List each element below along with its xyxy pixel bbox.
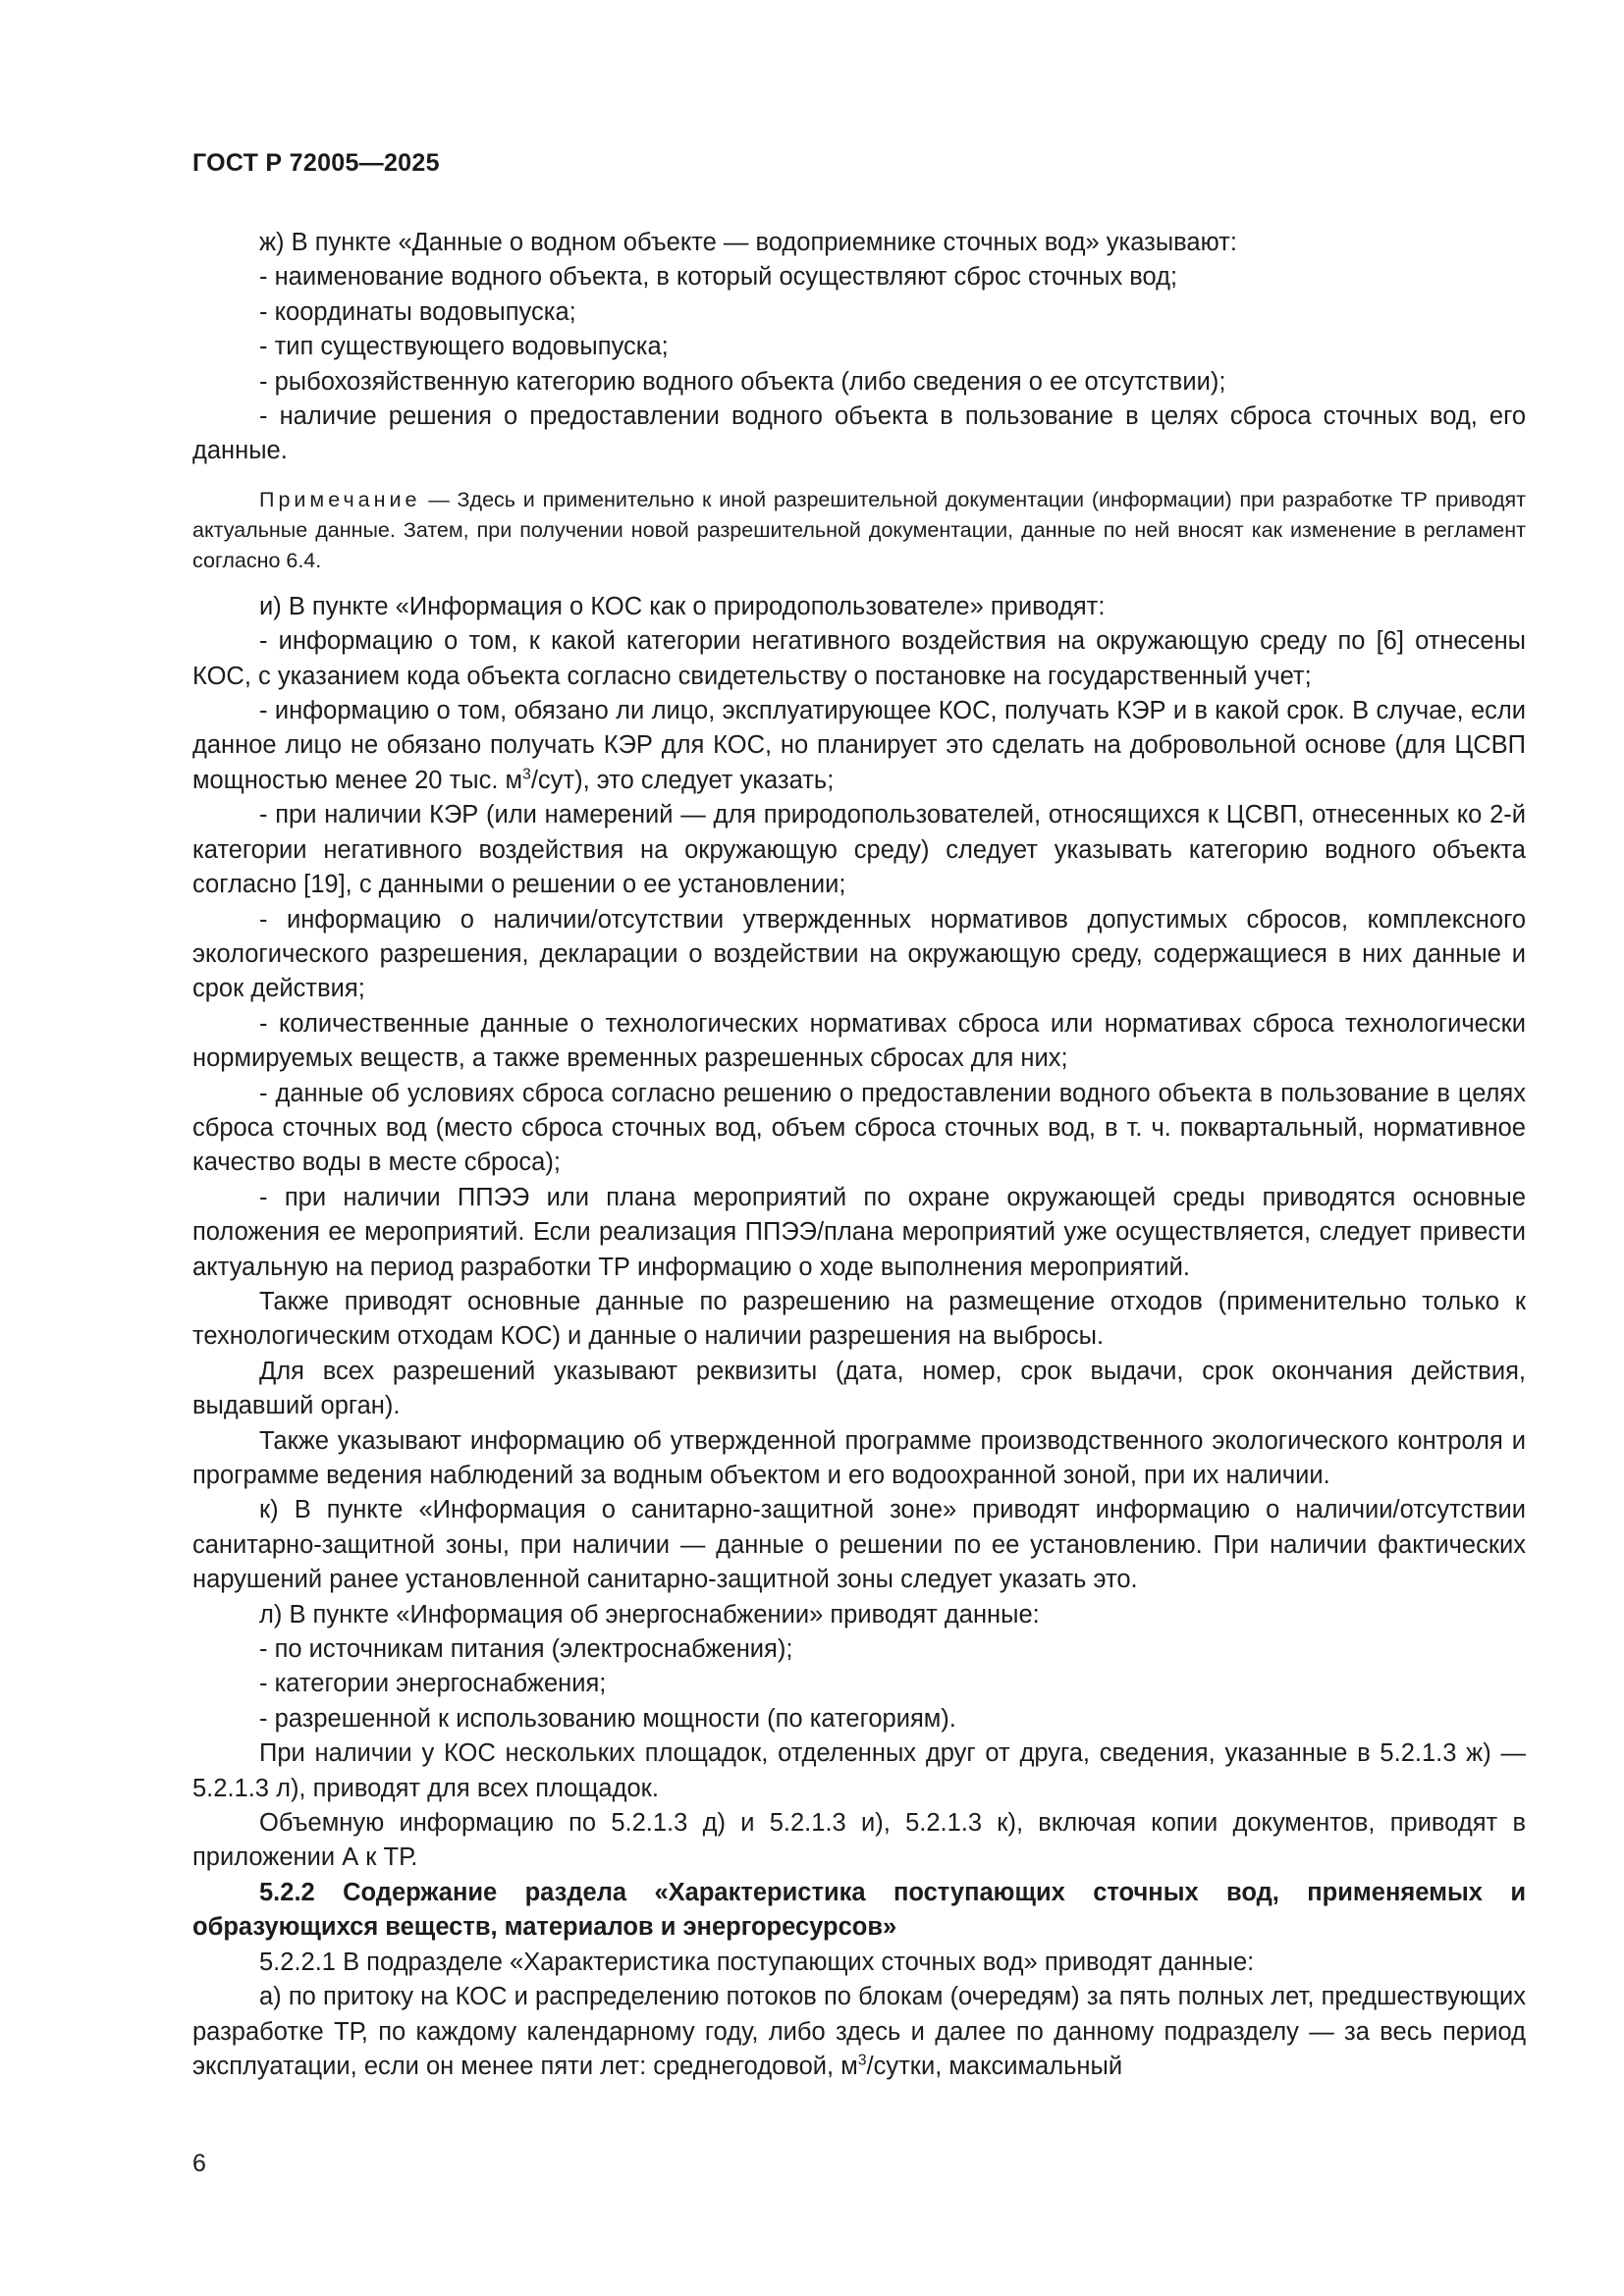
- subsection-5-2-2-1: 5.2.2.1 В подразделе «Характеристика поступающих сточных вод» приводят данные:: [259, 1948, 1255, 1976]
- list-item: - разрешенной к использованию мощности (по категориям).: [259, 1704, 956, 1733]
- list-item: - данные об условиях сброса согласно решению о предоставлении водного объекта в пользование в целях сброса сточных вод (место сброса сточных вод, объем сброса сточных вод, в т. ч. поквартальный, нормативное качество воды в месте сброса);: [192, 1079, 1526, 1177]
- paragraph: При наличии у КОС нескольких площадок, отделенных друг от друга, сведения, указанные в 5.2.1.3 ж) — 5.2.1.3 л), приводят для всех площадок.: [192, 1739, 1526, 1802]
- list-item: - по источникам питания (электроснабжения);: [259, 1635, 793, 1664]
- paragraph: Также указывают информацию об утвержденной программе производственного экологического контроля и программе ведения наблюдений за водным объектом и его водоохранной зоной, при их наличии.: [192, 1426, 1526, 1489]
- list-item: - тип существующего водовыпуска;: [259, 333, 669, 361]
- page-number: 6: [192, 2150, 206, 2177]
- note-label: Примечание: [259, 487, 421, 511]
- document-header-title: ГОСТ Р 72005—2025: [192, 149, 440, 177]
- paragraph-k-heading: к) В пункте «Информация о санитарно-защитной зоне» приводят информацию о наличии/отсутствии санитарно-защитной зоны, при наличии — данные о решении по ее установлению. При наличии фактических нарушений ранее установленной санитарно-защитной зоны следует указать это.: [192, 1496, 1526, 1594]
- list-item: - информацию о том, обязано ли лицо, эксплуатирующее КОС, получать КЭР и в какой срок. В случае, если данное лицо не обязано получать КЭР для КОС, но планирует это сделать на добровольной основе (для ЦСВП мощностью менее 20 тыс. $м^3/сут$), это следует указать;: [192, 697, 1526, 794]
- list-item: - количественные данные о технологических нормативах сброса или нормативах сброса технологически нормируемых веществ, а также временных разрешенных сбросах для них;: [192, 1009, 1526, 1073]
- document-body: [192, 226, 1526, 2084]
- section-heading-5-2-2: 5.2.2 Содержание раздела «Характеристика поступающих сточных вод, применяемых и образующихся веществ, материалов и энергоресурсов»: [192, 1878, 1526, 1942]
- paragraph-l-heading: л) В пункте «Информация об энергоснабжении» приводят данные:: [259, 1600, 1040, 1629]
- list-item: - информацию о том, к какой категории негативного воздействия на окружающую среду по [6] отнесены КОС, с указанием кода объекта согласно свидетельству о постановке на государственный учет;: [192, 627, 1526, 690]
- paragraph-a: а) по притоку на КОС и распределению потоков по блокам (очередям) за пять полных лет, предшествующих разработке ТР, по каждому календарному году, либо здесь и далее по данному подразделу — за весь период эксплуатации, если он менее пяти лет: среднегодовой, $м^3$/сутки, максимальный: [192, 1983, 1526, 2080]
- list-item: - рыбохозяйственную категорию водного объекта (либо сведения о ее отсутствии);: [259, 367, 1226, 396]
- list-item: - наименование водного объекта, в который осуществляют сброс сточных вод;: [259, 263, 1178, 292]
- list-item: - при наличии КЭР (или намерений — для природопользователей, относящихся к ЦСВП, отнесенных ко 2-й категории негативного воздействия на окружающую среду) следует указывать категорию водного объекта согласно [19], с данными о решении о ее установлении;: [192, 801, 1526, 899]
- paragraph-zh-heading: ж) В пункте «Данные о водном объекте — водоприемнике сточных вод» указывают:: [259, 229, 1237, 256]
- paragraph: Также приводят основные данные по разрешению на размещение отходов (применительно только к технологическим отходам КОС) и данные о наличии разрешения на выбросы.: [192, 1287, 1526, 1351]
- list-item: - категории энергоснабжения;: [259, 1670, 607, 1698]
- paragraph: Для всех разрешений указывают реквизиты (дата, номер, срок выдачи, срок окончания действия, выдавший орган).: [192, 1357, 1526, 1420]
- list-item: - при наличии ППЭЭ или плана мероприятий по охране окружающей среды приводятся основные положения ее мероприятий. Если реализация ППЭЭ/плана мероприятий уже осуществляется, следует привести актуальную на период разработки ТР информацию о ходе выполнения мероприятий.: [192, 1183, 1526, 1281]
- paragraph: Объемную информацию по 5.2.1.3 д) и 5.2.1.3 и), 5.2.1.3 к), включая копии документов, приводят в приложении А к ТР.: [192, 1809, 1526, 1872]
- note-text: — Здесь и применительно к иной разрешительной документации (информации) при разработке ТР приводят актуальные данные. Затем, при получении новой разрешительной документации, данные по ней вносят как изменение в регламент согласно 6.4.: [192, 487, 1526, 572]
- list-item: - наличие решения о предоставлении водного объекта в пользование в целях сброса сточных вод, его данные.: [192, 402, 1526, 465]
- paragraph-i-heading: и) В пункте «Информация о КОС как о природопользователе» приводят:: [259, 592, 1106, 620]
- list-item: - информацию о наличии/отсутствии утвержденных нормативов допустимых сбросов, комплексного экологического разрешения, декларации о воздействии на окружающую среду, содержащиеся в них данные и срок действия;: [192, 905, 1526, 1003]
- note-block: [192, 485, 1526, 576]
- list-item: - координаты водовыпуска;: [259, 297, 576, 326]
